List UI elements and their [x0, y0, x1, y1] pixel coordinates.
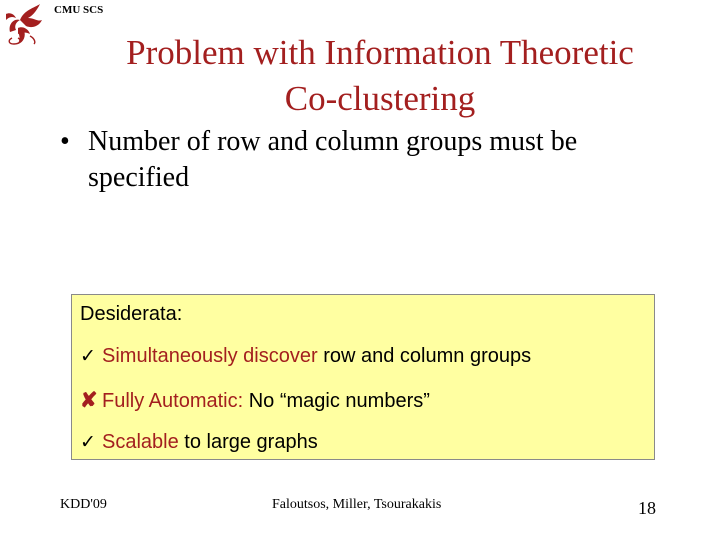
check-icon: ✓ [80, 432, 96, 453]
bullet-icon: • [60, 126, 70, 157]
header-label: CMU SCS [54, 4, 104, 16]
desiderata-heading: Desiderata: [80, 303, 183, 325]
desiderata-item-accent: Simultaneously discover [102, 345, 318, 367]
page-number: 18 [638, 498, 656, 518]
desiderata-item-text: row and column groups [317, 345, 532, 367]
footer-authors: Faloutsos, Miller, Tsourakakis [272, 497, 442, 512]
desiderata-item [80, 388, 430, 413]
cross-icon: ✘ [80, 389, 98, 412]
desiderata-item-accent: Fully Automatic: [102, 390, 244, 412]
desiderata-item [80, 431, 318, 454]
bullet-text: Number of row and column groups must be specified [88, 126, 578, 193]
desiderata-item-text: No “magic numbers” [243, 390, 430, 412]
footer-venue: KDD'09 [60, 497, 107, 512]
desiderata-item-text: to large graphs [178, 431, 318, 453]
slide-title-line-1: Problem with Information Theoretic [126, 33, 634, 72]
desiderata-item-accent: Scalable [102, 431, 179, 453]
desiderata-box [71, 294, 655, 460]
cmu-scs-dragon-logo [4, 2, 44, 46]
desiderata-item [80, 345, 531, 368]
slide-title [50, 30, 710, 122]
check-icon: ✓ [80, 346, 96, 367]
slide-title-line-2: Co-clustering [284, 79, 476, 118]
